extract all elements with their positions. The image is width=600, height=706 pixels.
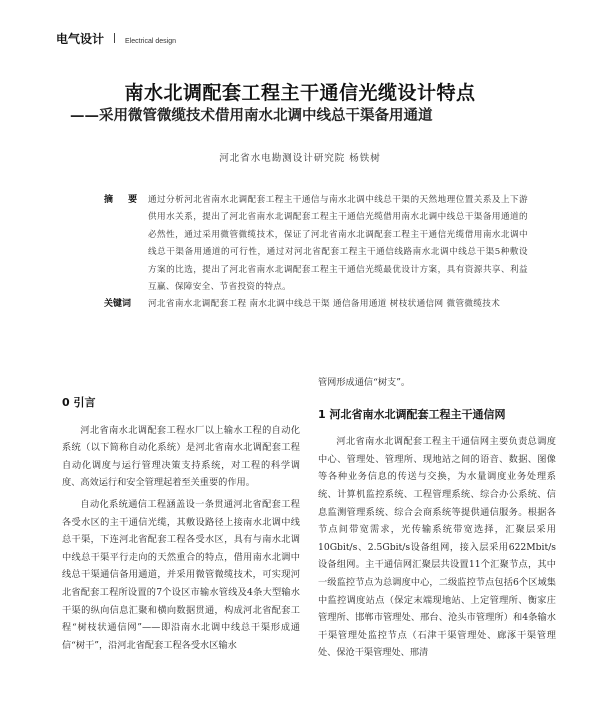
- intro-paragraph-continued: 管网形成通信“树支”。: [318, 377, 411, 388]
- right-column: [318, 377, 556, 666]
- section1-paragraph-1: 河北省南水北调配套工程主干通信网主要负责总调度中心、管理处、管理所、现地站之间的语音、数据、图像等各种业务信息的传送与交换，为水量调度业务处理系统、计算机监控系统、工程管理系统、综合办公系统、信息监测管理系统、综合会商系统等提供通信服务。根据各节点间带宽需求，光传输系统带宽选择，汇聚层采用10Gbit/s、2.5Gbit/s设备组网，接入层采用622Mbit/s设备组网。主干通信网汇聚层共设置11个汇聚节点，其中一级监控节点为总调度中心，二级监控节点包括6个区域集中监控调度站点（保定末端现地站、上定管理所、衡家庄管理所、邯郸市管理处、邢台、沧头市管理所）和4条输水干渠管理处监控节点（石津干渠管理处、廊涿干渠管理处、保沧干渠管理处、邢清: [318, 436, 556, 659]
- paper-subtitle: ——采用微管微缆技术借用南水北调中线总干渠备用通道: [70, 107, 433, 124]
- author-line: 河北省水电勘测设计研究院 杨铁树: [219, 153, 381, 164]
- section-heading-intro: 0 引言: [62, 396, 96, 409]
- abstract-text: 通过分析河北省南水北调配套工程主干通信与南水北调中线总干渠的天然地理位置关系及上下游供用水关系，提出了河北省南水北调配套工程主干通信光缆借用南水北调中线总干渠备用通道的必然性，通过采用微管微缆技术，保证了河北省南水北调配套工程主干通信光缆借用南水北调中线总干渠备用通道的可行性，通过对河北省配套工程主干通信线路南水北调中线总干渠5种敷设方案的比选，提出了河北省南水北调配套工程主干通信光缆最优设计方案，具有资源共享、利益互赢、保障安全、节省投资的特点。: [148, 195, 528, 293]
- section-heading-1: 1 河北省南水北调配套工程主干通信网: [318, 407, 506, 421]
- abstract-label: 摘 要: [104, 195, 144, 205]
- keywords-row: [104, 296, 528, 313]
- abstract-block: [104, 192, 528, 314]
- keywords-text: 河北省南水北调配套工程 南水北调中线总干渠 通信备用通道 树枝状通信网 微管微缆技术: [148, 299, 501, 310]
- left-column: [62, 380, 300, 658]
- intro-paragraph-1: 河北省南水北调配套工程水厂以上输水工程的自动化系统（以下简称自动化系统）是河北省南水北调配套工程自动化调度与运行管理决策支持系统，对工程的科学调度、高效运行和安全管理起着至关重要的作用。: [62, 424, 300, 489]
- keywords-label: 关键词: [104, 299, 132, 310]
- page-header: [56, 30, 176, 47]
- journal-section-mark: 电气设计: [56, 32, 105, 46]
- journal-section-subtitle: Electrical design: [125, 38, 176, 45]
- header-divider: [114, 33, 115, 43]
- intro-paragraph-2: 自动化系统通信工程涵盖设一条贯通河北省配套工程各受水区的主干通信光缆，其敷设路径上接南水北调中线总干渠，下连河北省配套工程各受水区，具有与南水北调中线总干渠平行走向的天然重合的特点，借用南水北调中线总干渠通信备用通道，并采用微管微缆技术，可实现河北省配套工程所设置的7个设区市输水管线及4条大型输水干渠的纵向信息汇聚和横向数据贯通，构成河北省配套工程“树枝状通信网”——即沿南水北调中线总干渠形成通信“树干”，沿河北省配套工程各受水区输水: [62, 498, 300, 651]
- abstract-row: [104, 192, 528, 296]
- paper-title: 南水北调配套工程主干通信光缆设计特点: [124, 82, 476, 104]
